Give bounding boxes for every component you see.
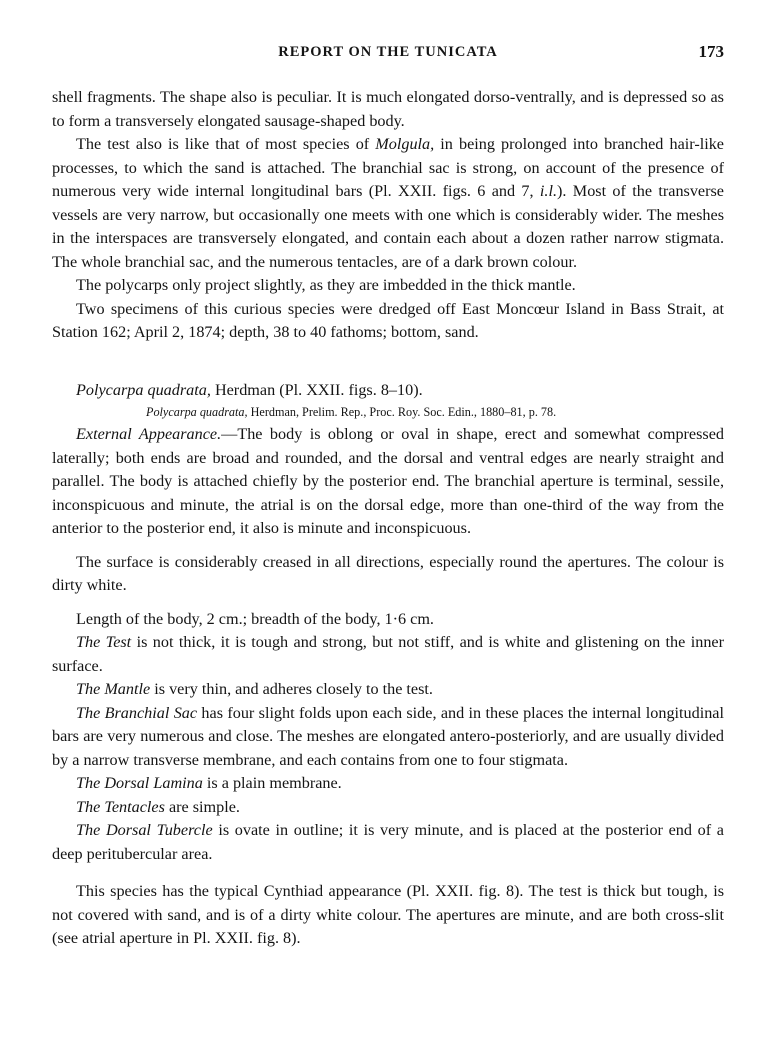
paragraph-text: —The body is oblong or oval in shape, erect and somewhat compressed laterally; both ends are broad and rounded, and the dorsal and ventral edges are nearly straight and parallel. The body is attached chiefly by the posterior end. The branchial aperture is terminal, sessile, inconspicuous and minute, the atrial is on the dorsal edge, more than one-third of the way from the anterior to the posterior end, it also is minute and inconspicuous.	[52, 425, 724, 537]
paragraph-text: is not thick, it is tough and strong, but not stiff, and is white and glistening on the inner surface.	[52, 633, 724, 675]
paragraph-text: Two specimens of this curious species were dredged off East Moncœur Island in Bass Strait, at Station 162; April 2, 1874; depth, 38 to 40 fathoms; bottom, sand.	[52, 299, 724, 341]
section-label: The Dorsal Lamina	[76, 774, 203, 792]
paragraph-closing	[52, 880, 724, 951]
paragraph-gap	[52, 598, 724, 608]
paragraph-continuation	[52, 86, 724, 133]
paragraph-tentacles	[52, 796, 724, 820]
section-label: The Mantle	[76, 680, 151, 698]
running-header	[52, 44, 724, 68]
paragraph-gap	[52, 541, 724, 551]
section-label: The Test	[76, 633, 132, 651]
citation-name: Polycarpa quadrata,	[146, 405, 248, 419]
paragraph-text: This species has the typical Cynthiad appearance (Pl. XXII. fig. 8). The test is thick but tough, is not covered with sand, and is of a dirty white colour. The apertures are minute, and are both cross-slit (see atrial aperture in Pl. XXII. fig. 8).	[52, 882, 724, 947]
species-name: Polycarpa quadrata,	[76, 380, 211, 399]
paragraph-test	[52, 133, 724, 274]
species-authority: Herdman (Pl. XXII. figs. 8–10).	[210, 380, 423, 399]
paragraph-mantle	[52, 678, 724, 702]
body-text	[52, 86, 724, 951]
paragraph-length	[52, 608, 724, 632]
paragraph-dorsal-tubercle	[52, 819, 724, 866]
species-citation	[52, 402, 724, 422]
page-number: 173	[698, 42, 724, 61]
section-label: The Branchial Sac	[76, 703, 198, 722]
section-label: The Dorsal Tubercle	[76, 821, 213, 839]
species-heading	[52, 379, 724, 403]
paragraph-gap	[52, 866, 724, 880]
paragraph-text: are simple.	[164, 797, 240, 816]
paragraph-specimens	[52, 298, 724, 345]
section-label: The Tentacles	[76, 797, 165, 816]
paragraph-dorsal-lamina	[52, 772, 724, 796]
paragraph-text: The surface is considerably creased in all directions, especially round the apertures. The colour is dirty white.	[52, 552, 724, 594]
paragraph-surface	[52, 551, 724, 598]
paragraph-text: The polycarps only project slightly, as they are imbedded in the thick mantle.	[76, 276, 576, 294]
paragraph-test-description	[52, 631, 724, 678]
paragraph-branchial-sac	[52, 702, 724, 773]
paragraph-text: shell fragments. The shape also is peculiar. It is much elongated dorso-ventrally, and is depressed so as to form a transversely elongated sausage-shaped body.	[52, 88, 724, 130]
paragraph-text: is ovate in outline; it is very minute, and is placed at the posterior end of a deep peritubercular area.	[52, 821, 724, 863]
section-gap	[52, 345, 724, 379]
paragraph-text: is very thin, and adheres closely to the test.	[150, 680, 433, 698]
paragraph-text: ). Most of the transverse vessels are very narrow, but occasionally one meets with one which is considerably wider. The meshes in the interspaces are transversely elongated, and contain each about a dozen rather narrow stigmata. The whole branchial sac, and the numerous tentacles, are of a dark brown colour.	[52, 182, 724, 271]
paragraph-text: in being prolonged into branched hair-like processes, to which the sand is attached. The branchial sac is strong, on account of the presence of numerous very wide internal longitudinal bars (Pl. XXII. figs. 6 and 7,	[52, 135, 724, 200]
paragraph-text: has four slight folds upon each side, and in these places the internal longitudinal bars are very numerous and close. The meshes are elongated antero-posteriorly, and are usually divided by a narrow transverse membrane, and each contains from one to four stigmata.	[52, 703, 724, 769]
section-label: External Appearance.	[76, 425, 222, 443]
running-title: REPORT ON THE TUNICATA	[278, 44, 498, 60]
citation-reference: Herdman, Prelim. Rep., Proc. Roy. Soc. Edin., 1880–81, p. 78.	[247, 405, 557, 419]
paragraph-text: Length of the body, 2 cm.; breadth of the body, 1·6 cm.	[76, 609, 434, 628]
paragraph-polycarps	[52, 274, 724, 298]
abbreviation: i.l.	[539, 182, 558, 200]
paragraph-external-appearance	[52, 423, 724, 541]
genus-name: Molgula,	[375, 135, 435, 153]
paragraph-text: The test also is like that of most species of	[76, 135, 376, 153]
paragraph-text: is a plain membrane.	[202, 774, 342, 792]
